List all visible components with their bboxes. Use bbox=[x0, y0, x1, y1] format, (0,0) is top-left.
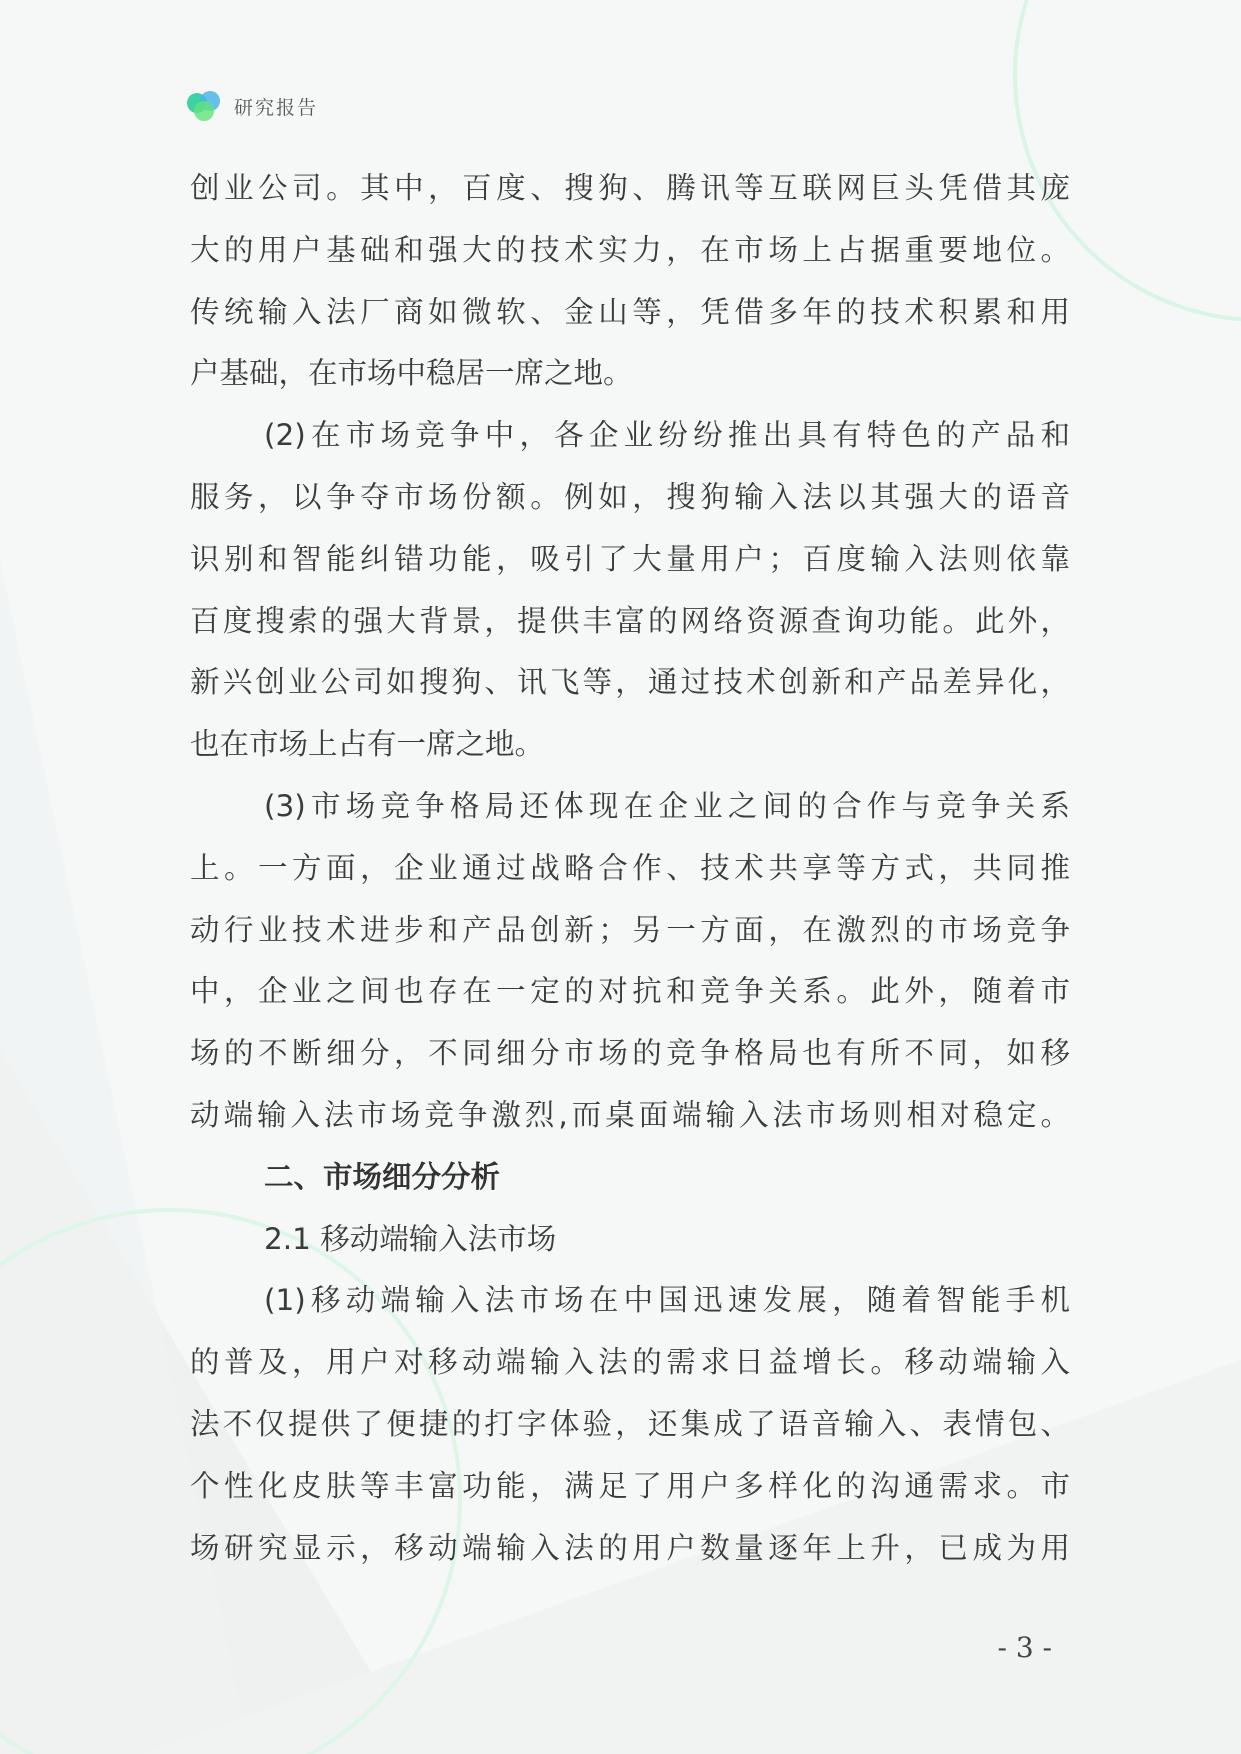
text-line: 百度搜索的强大背景，提供丰富的网络资源查询功能。此外， bbox=[190, 603, 1070, 638]
text-line: 传统输入法厂商如微软、金山等，凭借多年的技术积累和用 bbox=[190, 294, 1070, 329]
text-line: 法不仅提供了便捷的打字体验，还集成了语音输入、表情包、 bbox=[190, 1406, 1070, 1441]
subsection-heading: 2.1 移动端输入法市场 bbox=[264, 1221, 557, 1256]
report-header bbox=[186, 88, 318, 124]
text-line: 个性化皮肤等丰富功能，满足了用户多样化的沟通需求。市 bbox=[190, 1468, 1070, 1503]
page-number: - 3 - bbox=[997, 1631, 1052, 1664]
section-heading: 二、市场细分分析 bbox=[264, 1159, 501, 1194]
text-line: 场的不断细分，不同细分市场的竞争格局也有所不同，如移 bbox=[190, 1036, 1070, 1071]
text-line: 动行业技术进步和产品创新；另一方面，在激烈的市场竞争 bbox=[190, 912, 1070, 947]
text-line: 场研究显示，移动端输入法的用户数量逐年上升，已成为用 bbox=[190, 1530, 1070, 1565]
header-title: 研究报告 bbox=[234, 96, 319, 119]
brand-logo-icon bbox=[186, 89, 222, 123]
text-line: (3)市场竞争格局还体现在企业之间的合作与竞争关系 bbox=[264, 788, 1070, 823]
text-line: 动端输入法市场竞争激烈,而桌面端输入法市场则相对稳定。 bbox=[190, 1097, 1070, 1132]
text-line: 中，企业之间也存在一定的对抗和竞争关系。此外，随着市 bbox=[190, 974, 1070, 1009]
text-line: 户基础，在市场中稳居一席之地。 bbox=[190, 356, 633, 391]
text-line: 新兴创业公司如搜狗、讯飞等，通过技术创新和产品差异化， bbox=[190, 665, 1070, 700]
text-line: (1)移动端输入法市场在中国迅速发展，随着智能手机 bbox=[264, 1283, 1070, 1318]
text-line: 也在市场上占有一席之地。 bbox=[190, 727, 545, 762]
text-line: 的普及，用户对移动端输入法的需求日益增长。移动端输入 bbox=[190, 1345, 1070, 1380]
text-line: 创业公司。其中，百度、搜狗、腾讯等互联网巨头凭借其庞 bbox=[190, 171, 1070, 205]
document-body bbox=[190, 158, 1070, 1579]
text-line: 识别和智能纠错功能，吸引了大量用户；百度输入法则依靠 bbox=[190, 541, 1070, 576]
text-line: 服务，以争夺市场份额。例如，搜狗输入法以其强大的语音 bbox=[190, 479, 1070, 514]
text-line: 上。一方面，企业通过战略合作、技术共享等方式，共同推 bbox=[190, 850, 1070, 885]
text-line: (2)在市场竞争中，各企业纷纷推出具有特色的产品和 bbox=[264, 418, 1070, 453]
text-line: 大的用户基础和强大的技术实力，在市场上占据重要地位。 bbox=[190, 232, 1070, 267]
